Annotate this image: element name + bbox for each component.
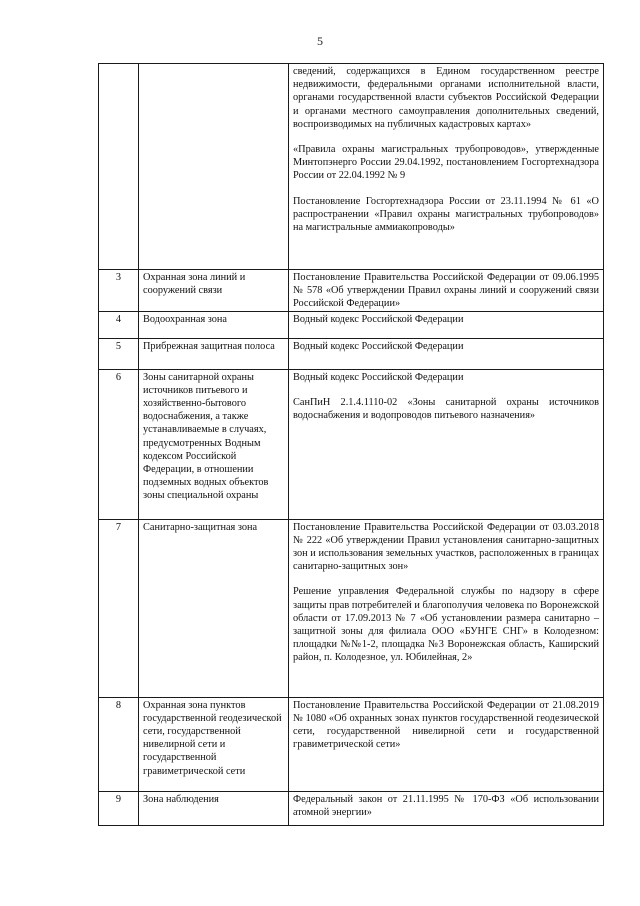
table-row — [99, 338, 604, 369]
legal-document: «Правила охраны магистральных трубопроводов», утвержденные Минтопэнерго России 29.04.1992, постановлением Госгортехнадзора России от 22.04.1992 № 9 — [293, 144, 599, 182]
legal-basis — [289, 64, 604, 270]
table-row — [99, 697, 604, 791]
legal-basis — [289, 338, 604, 369]
page-number: 5 — [317, 34, 323, 48]
legal-document: СанПиН 2.1.4.1110-02 «Зоны санитарной охраны источников водоснабжения и водопроводов питьевого назначения» — [293, 396, 599, 422]
legal-basis — [289, 369, 604, 519]
zones-table — [98, 63, 604, 826]
row-number — [99, 64, 139, 270]
zone-name: Санитарно-защитная зона — [139, 519, 289, 697]
row-number: 5 — [99, 338, 139, 369]
legal-basis — [289, 519, 604, 697]
legal-document: сведений, содержащихся в Едином государственном реестре недвижимости, федеральными органами исполнительной власти, органами государственной власти субъектов Российской Федерации и органами местного самоуправления дополнительных сведений, воспроизводимых на публичных кадастровых картах» — [293, 66, 599, 130]
legal-document: Постановление Правительства Российской Федерации от 03.03.2018 № 222 «Об утверждении Правил установления санитарно-защитных зон и использования земельных участков, расположенных в границах санитарно-защитных зон» — [293, 521, 599, 573]
legal-document: Водный кодекс Российской Федерации — [293, 313, 464, 325]
row-number: 7 — [99, 519, 139, 697]
legal-document: Постановление Госгортехнадзора России от 23.11.1994 № 61 «О распространении «Правил охраны магистральных трубопроводов» на магистральные аммиакопроводы» — [293, 195, 599, 234]
table-row — [99, 791, 604, 825]
zone-name: Охранная зона пунктов государственной геодезической сети, государственной нивелирной сети и государственной гравиметрической сети — [139, 697, 289, 791]
row-number: 4 — [99, 311, 139, 338]
legal-document: Постановление Правительства Российской Федерации от 21.08.2019 № 1080 «Об охранных зонах пунктов государственной геодезической сети, государственной нивелирной сети и государственной гравиметрической сети» — [293, 699, 599, 751]
row-number: 9 — [99, 791, 139, 825]
table-row — [99, 64, 604, 270]
table-row — [99, 311, 604, 338]
row-number: 3 — [99, 270, 139, 312]
zone-name: Охранная зона линий и сооружений связи — [139, 270, 289, 312]
table-row — [99, 369, 604, 519]
table-row — [99, 519, 604, 697]
legal-document: Федеральный закон от 21.11.1995 № 170-ФЗ «Об использовании атомной энергии» — [293, 793, 599, 818]
zone-name: Водоохранная зона — [139, 311, 289, 338]
legal-basis — [289, 697, 604, 791]
zone-name: Прибрежная защитная полоса — [139, 338, 289, 369]
row-number: 8 — [99, 697, 139, 791]
zone-name — [139, 64, 289, 270]
legal-basis — [289, 791, 604, 825]
table-row — [99, 270, 604, 312]
legal-document: Водный кодекс Российской Федерации — [293, 340, 464, 352]
zone-name: Зона наблюдения — [139, 791, 289, 825]
legal-basis — [289, 311, 604, 338]
legal-document: Постановление Правительства Российской Федерации от 09.06.1995 № 578 «Об утверждении Правил охраны линий и сооружений связи Российской Федерации» — [293, 272, 599, 310]
legal-basis — [289, 270, 604, 312]
zone-name: Зоны санитарной охраны источников питьевого и хозяйственно-бытового водоснабжения, а также устанавливаемые в случаях, предусмотренных Водным кодексом Российской Федерации, в отношении подземных водных объектов зоны специальной охраны — [139, 369, 289, 519]
legal-document: Водный кодекс Российской Федерации — [293, 371, 464, 383]
row-number: 6 — [99, 369, 139, 519]
legal-document: Решение управления Федеральной службы по надзору в сфере защиты прав потребителей и благополучия человека по Воронежской области от 17.09.2013 № 7 «Об установлении размера санитарно – защитной зоны для филиала ООО «БУНГЕ СНГ» в Колодезном: площадки №№1-2, площадка №3 Воронежская область, Каширский район, п. Колодезное, ул. Юбилейная, 2» — [293, 586, 599, 664]
